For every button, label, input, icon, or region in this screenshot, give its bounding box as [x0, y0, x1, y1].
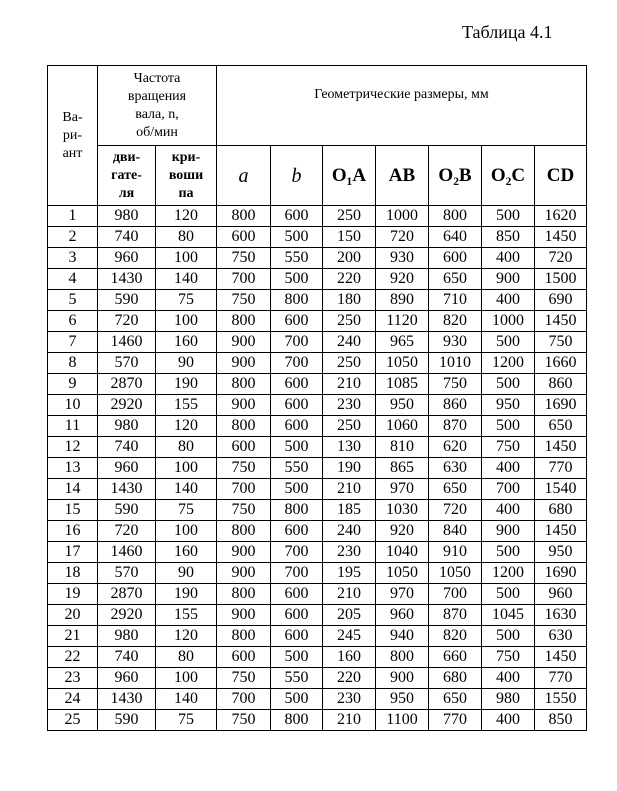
cell-crank-rpm: 140 — [156, 689, 217, 710]
cell-ab: 800 — [376, 647, 429, 668]
cell-o2c: 850 — [482, 227, 535, 248]
header-o2b: O₂B — [429, 146, 482, 206]
table-row — [48, 647, 587, 668]
cell-o2c: 500 — [482, 374, 535, 395]
cell-o2c: 500 — [482, 206, 535, 227]
table-row — [48, 458, 587, 479]
table-row — [48, 521, 587, 542]
cell-crank-rpm: 140 — [156, 269, 217, 290]
cell-b: 500 — [271, 269, 323, 290]
table-row — [48, 437, 587, 458]
cell-engine-rpm: 2870 — [98, 374, 156, 395]
cell-ab: 920 — [376, 269, 429, 290]
cell-cd: 1450 — [535, 647, 587, 668]
cell-ab: 1060 — [376, 416, 429, 437]
cell-o2c: 500 — [482, 332, 535, 353]
cell-variant: 20 — [48, 605, 98, 626]
cell-a: 750 — [217, 668, 271, 689]
cell-cd: 630 — [535, 626, 587, 647]
table-row — [48, 248, 587, 269]
cell-a: 700 — [217, 479, 271, 500]
table-row — [48, 290, 587, 311]
cell-o1a: 210 — [323, 479, 376, 500]
cell-engine-rpm: 590 — [98, 710, 156, 731]
cell-variant: 22 — [48, 647, 98, 668]
cell-variant: 3 — [48, 248, 98, 269]
cell-variant: 15 — [48, 500, 98, 521]
table-row — [48, 605, 587, 626]
table-row — [48, 206, 587, 227]
cell-o2b: 600 — [429, 248, 482, 269]
cell-crank-rpm: 100 — [156, 668, 217, 689]
cell-cd: 1540 — [535, 479, 587, 500]
cell-o2b: 700 — [429, 584, 482, 605]
cell-o1a: 250 — [323, 206, 376, 227]
cell-a: 700 — [217, 689, 271, 710]
cell-a: 900 — [217, 542, 271, 563]
cell-crank-rpm: 100 — [156, 248, 217, 269]
cell-o2b: 650 — [429, 479, 482, 500]
cell-o2c: 900 — [482, 269, 535, 290]
cell-engine-rpm: 590 — [98, 290, 156, 311]
cell-b: 600 — [271, 311, 323, 332]
cell-a: 900 — [217, 563, 271, 584]
cell-b: 700 — [271, 353, 323, 374]
cell-ab: 865 — [376, 458, 429, 479]
cell-engine-rpm: 1460 — [98, 542, 156, 563]
cell-crank-rpm: 120 — [156, 416, 217, 437]
cell-o2c: 1000 — [482, 311, 535, 332]
cell-b: 500 — [271, 227, 323, 248]
cell-a: 800 — [217, 584, 271, 605]
cell-cd: 950 — [535, 542, 587, 563]
cell-crank-rpm: 120 — [156, 626, 217, 647]
cell-a: 900 — [217, 332, 271, 353]
cell-variant: 6 — [48, 311, 98, 332]
cell-b: 600 — [271, 395, 323, 416]
cell-a: 750 — [217, 500, 271, 521]
cell-ab: 1030 — [376, 500, 429, 521]
cell-crank-rpm: 190 — [156, 374, 217, 395]
cell-o1a: 240 — [323, 332, 376, 353]
cell-a: 800 — [217, 626, 271, 647]
cell-engine-rpm: 590 — [98, 500, 156, 521]
cell-cd: 1620 — [535, 206, 587, 227]
table-row — [48, 416, 587, 437]
cell-o2b: 680 — [429, 668, 482, 689]
cell-a: 600 — [217, 437, 271, 458]
cell-cd: 860 — [535, 374, 587, 395]
cell-o2b: 640 — [429, 227, 482, 248]
cell-a: 600 — [217, 227, 271, 248]
cell-engine-rpm: 2920 — [98, 395, 156, 416]
cell-o2c: 1200 — [482, 563, 535, 584]
table-caption: Таблица 4.1 — [462, 22, 553, 42]
cell-o2c: 500 — [482, 542, 535, 563]
cell-engine-rpm: 980 — [98, 626, 156, 647]
cell-b: 550 — [271, 248, 323, 269]
cell-b: 800 — [271, 290, 323, 311]
header-rotation-frequency: Частота вращения вала, n, об/мин — [98, 66, 217, 146]
cell-crank-rpm: 80 — [156, 647, 217, 668]
cell-b: 550 — [271, 458, 323, 479]
cell-variant: 1 — [48, 206, 98, 227]
cell-cd: 720 — [535, 248, 587, 269]
table-row — [48, 689, 587, 710]
cell-ab: 970 — [376, 584, 429, 605]
cell-cd: 770 — [535, 458, 587, 479]
cell-engine-rpm: 720 — [98, 311, 156, 332]
table-row — [48, 374, 587, 395]
table-row — [48, 353, 587, 374]
table-row — [48, 227, 587, 248]
cell-ab: 950 — [376, 395, 429, 416]
cell-variant: 23 — [48, 668, 98, 689]
cell-o1a: 190 — [323, 458, 376, 479]
cell-a: 800 — [217, 374, 271, 395]
cell-o2b: 770 — [429, 710, 482, 731]
cell-crank-rpm: 90 — [156, 353, 217, 374]
cell-cd: 750 — [535, 332, 587, 353]
cell-cd: 1690 — [535, 563, 587, 584]
cell-ab: 940 — [376, 626, 429, 647]
cell-o1a: 160 — [323, 647, 376, 668]
table-row — [48, 710, 587, 731]
cell-variant: 8 — [48, 353, 98, 374]
cell-o1a: 250 — [323, 416, 376, 437]
cell-engine-rpm: 570 — [98, 353, 156, 374]
cell-cd: 1660 — [535, 353, 587, 374]
cell-o2b: 710 — [429, 290, 482, 311]
cell-o2c: 750 — [482, 437, 535, 458]
cell-engine-rpm: 980 — [98, 206, 156, 227]
cell-ab: 950 — [376, 689, 429, 710]
table-row — [48, 479, 587, 500]
cell-b: 600 — [271, 605, 323, 626]
cell-b: 700 — [271, 332, 323, 353]
cell-a: 900 — [217, 395, 271, 416]
header-o1a: O₁A — [323, 146, 376, 206]
cell-variant: 18 — [48, 563, 98, 584]
cell-o2b: 650 — [429, 269, 482, 290]
cell-cd: 1450 — [535, 311, 587, 332]
cell-a: 600 — [217, 647, 271, 668]
cell-cd: 770 — [535, 668, 587, 689]
cell-variant: 16 — [48, 521, 98, 542]
cell-b: 500 — [271, 647, 323, 668]
cell-variant: 21 — [48, 626, 98, 647]
table-row — [48, 332, 587, 353]
cell-cd: 680 — [535, 500, 587, 521]
cell-ab: 930 — [376, 248, 429, 269]
cell-o2c: 400 — [482, 290, 535, 311]
cell-variant: 25 — [48, 710, 98, 731]
cell-o2b: 720 — [429, 500, 482, 521]
cell-ab: 1040 — [376, 542, 429, 563]
cell-b: 600 — [271, 416, 323, 437]
cell-variant: 19 — [48, 584, 98, 605]
cell-o2b: 870 — [429, 416, 482, 437]
cell-o2b: 620 — [429, 437, 482, 458]
cell-variant: 13 — [48, 458, 98, 479]
cell-crank-rpm: 140 — [156, 479, 217, 500]
cell-engine-rpm: 570 — [98, 563, 156, 584]
cell-b: 600 — [271, 626, 323, 647]
table-row — [48, 668, 587, 689]
cell-a: 800 — [217, 416, 271, 437]
cell-crank-rpm: 75 — [156, 500, 217, 521]
cell-a: 800 — [217, 521, 271, 542]
cell-cd: 850 — [535, 710, 587, 731]
cell-ab: 960 — [376, 605, 429, 626]
cell-ab: 920 — [376, 521, 429, 542]
cell-ab: 720 — [376, 227, 429, 248]
cell-variant: 2 — [48, 227, 98, 248]
header-cd: CD — [535, 146, 587, 206]
cell-engine-rpm: 2920 — [98, 605, 156, 626]
cell-o1a: 230 — [323, 542, 376, 563]
cell-o2c: 400 — [482, 710, 535, 731]
cell-engine-rpm: 1430 — [98, 269, 156, 290]
cell-o2b: 820 — [429, 311, 482, 332]
cell-o1a: 230 — [323, 395, 376, 416]
cell-crank-rpm: 155 — [156, 605, 217, 626]
cell-a: 750 — [217, 290, 271, 311]
cell-ab: 1120 — [376, 311, 429, 332]
cell-b: 600 — [271, 206, 323, 227]
table-row — [48, 395, 587, 416]
cell-engine-rpm: 980 — [98, 416, 156, 437]
cell-cd: 1450 — [535, 227, 587, 248]
header-variant: Ва- ри- ант — [48, 66, 98, 206]
cell-cd: 1630 — [535, 605, 587, 626]
cell-o2c: 400 — [482, 458, 535, 479]
cell-ab: 890 — [376, 290, 429, 311]
cell-o2b: 650 — [429, 689, 482, 710]
cell-o1a: 210 — [323, 584, 376, 605]
cell-o2b: 750 — [429, 374, 482, 395]
table-row — [48, 563, 587, 584]
table-body — [48, 206, 587, 731]
cell-o2c: 950 — [482, 395, 535, 416]
cell-o2b: 1010 — [429, 353, 482, 374]
cell-o1a: 240 — [323, 521, 376, 542]
cell-crank-rpm: 100 — [156, 311, 217, 332]
cell-o2c: 500 — [482, 584, 535, 605]
cell-ab: 1050 — [376, 563, 429, 584]
variants-table — [47, 65, 587, 731]
cell-o2b: 910 — [429, 542, 482, 563]
cell-o1a: 200 — [323, 248, 376, 269]
cell-o1a: 245 — [323, 626, 376, 647]
cell-o2b: 930 — [429, 332, 482, 353]
header-ab: AB — [376, 146, 429, 206]
cell-b: 800 — [271, 500, 323, 521]
header-geometric-dimensions: Геометрические размеры, мм — [217, 66, 587, 146]
cell-variant: 11 — [48, 416, 98, 437]
cell-variant: 5 — [48, 290, 98, 311]
header-engine: дви- гате- ля — [98, 146, 156, 206]
cell-a: 700 — [217, 269, 271, 290]
cell-variant: 9 — [48, 374, 98, 395]
cell-ab: 965 — [376, 332, 429, 353]
cell-crank-rpm: 80 — [156, 227, 217, 248]
cell-engine-rpm: 740 — [98, 437, 156, 458]
table-row — [48, 626, 587, 647]
cell-engine-rpm: 1430 — [98, 479, 156, 500]
cell-crank-rpm: 75 — [156, 290, 217, 311]
cell-b: 500 — [271, 689, 323, 710]
cell-cd: 650 — [535, 416, 587, 437]
cell-engine-rpm: 720 — [98, 521, 156, 542]
cell-crank-rpm: 75 — [156, 710, 217, 731]
cell-cd: 1450 — [535, 437, 587, 458]
cell-b: 600 — [271, 584, 323, 605]
cell-o2c: 1200 — [482, 353, 535, 374]
cell-b: 500 — [271, 437, 323, 458]
cell-o2c: 750 — [482, 647, 535, 668]
cell-o1a: 185 — [323, 500, 376, 521]
cell-engine-rpm: 960 — [98, 668, 156, 689]
cell-o1a: 205 — [323, 605, 376, 626]
table-row — [48, 311, 587, 332]
cell-crank-rpm: 120 — [156, 206, 217, 227]
cell-crank-rpm: 100 — [156, 521, 217, 542]
cell-b: 550 — [271, 668, 323, 689]
cell-a: 800 — [217, 311, 271, 332]
cell-b: 800 — [271, 710, 323, 731]
cell-a: 800 — [217, 206, 271, 227]
cell-o1a: 250 — [323, 353, 376, 374]
cell-o1a: 195 — [323, 563, 376, 584]
cell-o2b: 630 — [429, 458, 482, 479]
cell-b: 700 — [271, 563, 323, 584]
cell-crank-rpm: 160 — [156, 332, 217, 353]
cell-o2b: 1050 — [429, 563, 482, 584]
cell-ab: 1000 — [376, 206, 429, 227]
cell-engine-rpm: 740 — [98, 647, 156, 668]
cell-cd: 690 — [535, 290, 587, 311]
cell-o2c: 980 — [482, 689, 535, 710]
cell-o1a: 130 — [323, 437, 376, 458]
cell-a: 750 — [217, 710, 271, 731]
cell-crank-rpm: 160 — [156, 542, 217, 563]
cell-ab: 900 — [376, 668, 429, 689]
table-row — [48, 500, 587, 521]
header-crank: кри- воши па — [156, 146, 217, 206]
cell-o2c: 500 — [482, 626, 535, 647]
cell-a: 900 — [217, 605, 271, 626]
cell-o1a: 250 — [323, 311, 376, 332]
cell-engine-rpm: 960 — [98, 248, 156, 269]
cell-variant: 4 — [48, 269, 98, 290]
cell-o2c: 1045 — [482, 605, 535, 626]
header-o2c: O₂C — [482, 146, 535, 206]
cell-cd: 1550 — [535, 689, 587, 710]
cell-b: 700 — [271, 542, 323, 563]
cell-o1a: 220 — [323, 668, 376, 689]
cell-b: 600 — [271, 374, 323, 395]
cell-cd: 1500 — [535, 269, 587, 290]
cell-crank-rpm: 80 — [156, 437, 217, 458]
cell-o2c: 400 — [482, 668, 535, 689]
cell-variant: 14 — [48, 479, 98, 500]
cell-a: 750 — [217, 248, 271, 269]
cell-crank-rpm: 100 — [156, 458, 217, 479]
cell-o2b: 870 — [429, 605, 482, 626]
cell-b: 500 — [271, 479, 323, 500]
cell-crank-rpm: 190 — [156, 584, 217, 605]
cell-o2b: 660 — [429, 647, 482, 668]
cell-variant: 7 — [48, 332, 98, 353]
cell-o1a: 150 — [323, 227, 376, 248]
cell-o2b: 800 — [429, 206, 482, 227]
cell-o2c: 400 — [482, 248, 535, 269]
header-b: b — [271, 146, 323, 206]
cell-cd: 1450 — [535, 521, 587, 542]
cell-o1a: 210 — [323, 374, 376, 395]
cell-o2c: 500 — [482, 416, 535, 437]
cell-cd: 960 — [535, 584, 587, 605]
table-row — [48, 269, 587, 290]
header-a: a — [217, 146, 271, 206]
cell-o2c: 400 — [482, 500, 535, 521]
cell-variant: 10 — [48, 395, 98, 416]
cell-o2b: 860 — [429, 395, 482, 416]
cell-ab: 1100 — [376, 710, 429, 731]
table-row — [48, 584, 587, 605]
table-row — [48, 542, 587, 563]
cell-b: 600 — [271, 521, 323, 542]
cell-o2c: 700 — [482, 479, 535, 500]
cell-o1a: 180 — [323, 290, 376, 311]
cell-o1a: 210 — [323, 710, 376, 731]
cell-variant: 24 — [48, 689, 98, 710]
cell-o1a: 220 — [323, 269, 376, 290]
cell-crank-rpm: 155 — [156, 395, 217, 416]
cell-variant: 12 — [48, 437, 98, 458]
cell-variant: 17 — [48, 542, 98, 563]
cell-o2b: 840 — [429, 521, 482, 542]
cell-o2c: 900 — [482, 521, 535, 542]
cell-engine-rpm: 960 — [98, 458, 156, 479]
cell-crank-rpm: 90 — [156, 563, 217, 584]
cell-ab: 810 — [376, 437, 429, 458]
cell-engine-rpm: 2870 — [98, 584, 156, 605]
cell-a: 900 — [217, 353, 271, 374]
cell-ab: 970 — [376, 479, 429, 500]
cell-a: 750 — [217, 458, 271, 479]
cell-o2b: 820 — [429, 626, 482, 647]
cell-engine-rpm: 1430 — [98, 689, 156, 710]
cell-cd: 1690 — [535, 395, 587, 416]
cell-o1a: 230 — [323, 689, 376, 710]
cell-engine-rpm: 740 — [98, 227, 156, 248]
cell-ab: 1085 — [376, 374, 429, 395]
cell-ab: 1050 — [376, 353, 429, 374]
cell-engine-rpm: 1460 — [98, 332, 156, 353]
